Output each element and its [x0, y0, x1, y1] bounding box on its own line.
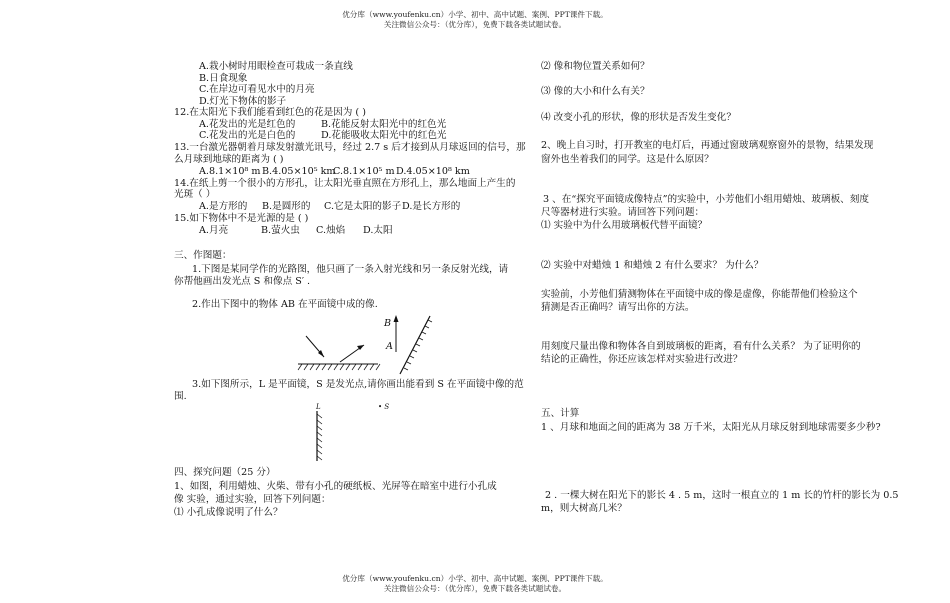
q15-option-b: B.萤火虫: [261, 225, 300, 236]
q14-stem-line2: 光斑（ ）: [174, 189, 216, 200]
section4-q1-line2: 像 实验，通过实验，回答下列问题：: [174, 494, 331, 505]
q13-option-c: C.8.1×10⁵ m: [333, 166, 395, 177]
object-ab-mirror-figure: [392, 312, 440, 378]
section5-q2-line1: 2 . 一棵大树在阳光下的影长 4 . 5 m，这时一根直立的 1 m 长的竹杆的影长为 0.5: [545, 490, 899, 501]
section4-q3-line1: 3 、在“探究平面镜成像特点”的实验中，小芳他们小组用蜡烛、玻璃板、刻度: [543, 194, 869, 205]
section4-q3-sub3-line1: 实验前，小芳他们猜测物体在平面镜中成的像是虚像，你能帮他们检验这个: [541, 289, 858, 300]
object-label-b: B: [384, 318, 392, 329]
section4-q3-sub3-line2: 猜测是否正确吗？请写出你的方法。: [541, 302, 695, 313]
q11-option-b: B.日食现象: [199, 73, 248, 84]
section4-q3-sub1: ⑴ 实验中为什么用玻璃板代替平面镜？: [541, 220, 708, 231]
q12-stem: 12.在太阳光下我们能看到红色的花是因为 ( ): [174, 107, 366, 118]
page-footer-line1: 优分库（www.youfenku.cn）小学、初中、高中试题、案例、PPT课件下载。: [342, 574, 608, 583]
q15-option-c: C.烛焰: [316, 225, 346, 236]
section5-q1: 1 、月球和地面之间的距离为 38 万千米，太阳光从月球反射到地球需要多少秒?: [541, 422, 881, 433]
section3-problem3-line1: 3.如下图所示，L 是平面镜，S 是发光点,请你画出能看到 S 在平面镜中像的范: [192, 379, 524, 390]
section4-q3-sub4-line2: 结论的正确性，你还应该怎样对实验进行改进？: [541, 354, 743, 365]
page-header-line2: 关注微信公众号：（优分库），免费下载各类试题试卷。: [383, 20, 567, 29]
q15-stem: 15.如下物体中不是光源的是 ( ): [174, 213, 309, 224]
q13-stem-line2: 么月球到地球的距离为 ( ): [174, 154, 284, 165]
section3-problem2: 2.作出下图中的物体 AB 在平面镜中成的像.: [192, 299, 378, 310]
q12-option-d: D.花能吸收太阳光中的红色光: [321, 130, 447, 141]
q14-stem-line1: 14.在纸上剪一个很小的方形孔，让太阳光垂直照在方形孔上，那么地面上产生的: [174, 178, 516, 189]
light-point-label-s: • S: [378, 403, 390, 411]
q14-option-a: A.是方形的: [199, 201, 248, 212]
q15-option-d: D.太阳: [363, 225, 393, 236]
section3-title: 三、作图题：: [174, 250, 232, 261]
section4-q1-sub4: ⑷ 改变小孔的形状，像的形状是否发生变化？: [541, 112, 736, 123]
q12-option-a: A.花发出的光是红色的: [199, 119, 296, 130]
q11-option-a: A.栽小树时用眼检查可栽成一条直线: [199, 61, 353, 72]
section3-problem1-line1: 1.下图是某同学作的光路图，他只画了一条入射光线和另一条反射光线，请: [192, 264, 509, 275]
q11-option-d: D.灯光下物体的影子: [199, 96, 287, 107]
q13-option-d: D.4.05×10⁸ km: [396, 166, 470, 177]
section4-q1-line1: 1、如图，利用蜡烛、火柴、带有小孔的硬纸板、光屏等在暗室中进行小孔成: [174, 481, 497, 492]
q13-option-a: A.8.1×10⁸ m: [199, 166, 261, 177]
section4-q3-line2: 尺等器材进行实验。请回答下列问题：: [541, 207, 705, 218]
section3-problem1-line2: 你帮他画出发光点 S 和像点 S′ .: [174, 276, 311, 287]
section4-title: 四、探究问题（25 分）: [174, 467, 276, 478]
section4-q2-line1: 2、晚上自习时，打开教室的电灯后，再通过窗玻璃观察窗外的景物，结果发现: [541, 140, 874, 151]
q14-option-d: D.是长方形的: [402, 201, 461, 212]
q12-option-b: B.花能反射太阳光中的红色光: [321, 119, 447, 130]
section4-q3-sub4-line1: 用刻度尺量出像和物体各自到玻璃板的距离，看有什么关系？ 为了证明你的: [541, 341, 861, 352]
section5-q2-line2: m，则大树高几米？: [541, 503, 627, 514]
q13-stem-line1: 13.一台激光器朝着月球发射激光讯号，经过 2.7 s 后才接到从月球返回的信号，那: [174, 142, 526, 153]
light-path-figure: [292, 331, 384, 379]
page-header-line1: 优分库（www.youfenku.cn）小学、初中、高中试题、案例、PPT课件下载。: [342, 10, 608, 19]
q14-option-b: B.是圆形的: [262, 201, 311, 212]
page-footer-line2: 关注微信公众号：（优分库），免费下载各类试题试卷。: [383, 584, 567, 593]
section5-title: 五、计算: [541, 408, 580, 419]
section4-q1-sub3: ⑶ 像的大小和什么有关？: [541, 86, 650, 97]
q11-option-c: C.在岸边可看见水中的月亮: [199, 84, 315, 95]
section4-q1-sub1: ⑴ 小孔成像说明了什么？: [174, 507, 283, 518]
section4-q2-line2: 窗外也坐着我们的同学。这是什么原因？: [541, 154, 714, 165]
q12-option-c: C.花发出的光是白色的: [199, 130, 296, 141]
object-label-a: A: [386, 341, 393, 352]
q15-option-a: A.月亮: [199, 225, 229, 236]
section3-problem3-line2: 围.: [174, 391, 187, 402]
section4-q1-sub2: ⑵ 像和物位置关系如何？: [541, 61, 650, 72]
section4-q3-sub2: ⑵ 实验中对蜡烛 1 和蜡烛 2 有什么要求？ 为什么？: [541, 260, 764, 271]
vertical-mirror-figure: [314, 410, 326, 462]
q14-option-c: C.它是太阳的影子: [324, 201, 402, 212]
mirror-label-l: L: [316, 403, 321, 411]
q13-option-b: B.4.05×10⁵ km: [262, 166, 336, 177]
